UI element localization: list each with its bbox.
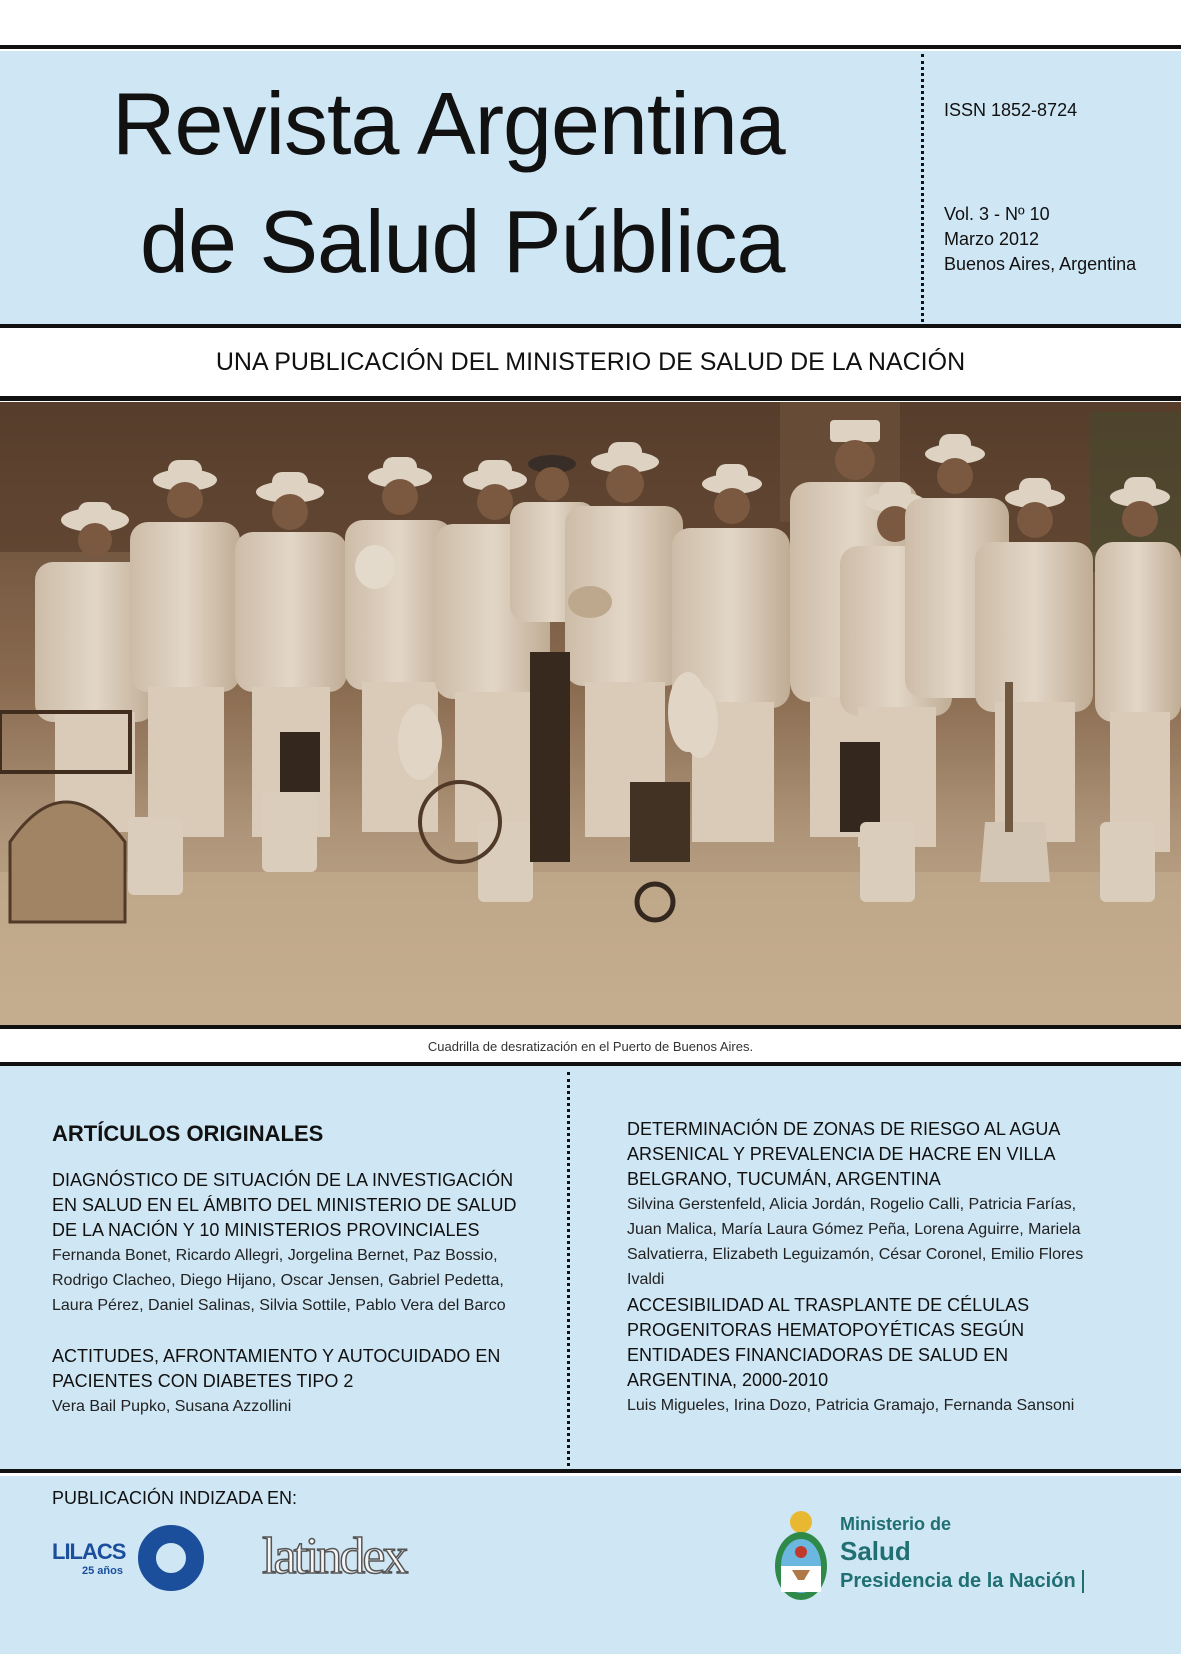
article-authors: Silvina Gerstenfeld, Alicia Jordán, Rogelio Calli, Patricia Farías, Juan Malica, María Laura Gómez Peña, Lorena Aguirre, Mariela Salvatierra, Elizabeth Leguizamón, César Coronel, Emilio Flores Ivaldi [627, 1196, 1084, 1288]
article-title[interactable]: DIAGNÓSTICO DE SITUACIÓN DE LA INVESTIGACIÓN EN SALUD EN EL ÁMBITO DEL MINISTERIO DE SALUD DE LA NACIÓN Y 10 MINISTERIOS PROVINCIALES [52, 1170, 517, 1240]
header-dotted-divider [921, 54, 924, 322]
photo-caption: Cuadrilla de desratización en el Puerto de Buenos Aires. [427, 1039, 754, 1054]
national-coat-of-arms-icon [770, 1506, 832, 1606]
lilacs-logo[interactable] [52, 1517, 212, 1597]
lilacs-years: 25 años [82, 1565, 123, 1577]
volume-number: Vol. 3 - Nº 10 [944, 204, 1050, 224]
section-heading: ARTÍCULOS ORIGINALES [52, 1121, 324, 1146]
article-left-1[interactable] [52, 1168, 537, 1318]
article-title[interactable]: ACCESIBILIDAD AL TRASPLANTE DE CÉLULAS PROGENITORAS HEMATOPOYÉTICAS SEGÚN ENTIDADES FINANCIADORAS DE SALUD EN ARGENTINA, 2000-2010 [627, 1295, 1030, 1390]
latindex-logo[interactable] [262, 1527, 452, 1587]
indexed-label: PUBLICACIÓN INDIZADA EN: [52, 1488, 298, 1508]
journal-title-line-2: de Salud Pública [140, 192, 785, 291]
top-rule [0, 45, 1181, 49]
ministry-logo[interactable] [770, 1506, 1090, 1610]
issn: ISSN 1852-8724 [944, 100, 1078, 120]
cover-photo [0, 402, 1181, 1025]
photo-bottom-rule [0, 1025, 1181, 1029]
issue-date: Marzo 2012 [944, 229, 1040, 249]
article-right-2[interactable] [627, 1293, 1097, 1418]
lilacs-wordmark: LILACS [52, 1539, 126, 1564]
photo-top-rule [0, 396, 1181, 401]
article-authors: Fernanda Bonet, Ricardo Allegri, Jorgelina Bernet, Paz Bossio, Rodrigo Clacheo, Diego Hijano, Oscar Jensen, Gabriel Pedetta, Laura Pérez, Daniel Salinas, Silvia Sottile, Pablo Vera del Barco [52, 1247, 506, 1314]
article-title[interactable]: ACTITUDES, AFRONTAMIENTO Y AUTOCUIDADO EN PACIENTES CON DIABETES TIPO 2 [52, 1346, 501, 1391]
rat-extermination-crew-photo [0, 402, 1181, 1025]
article-right-1[interactable] [627, 1117, 1107, 1292]
articles-dotted-divider [567, 1072, 570, 1466]
ministry-line-2: Salud [840, 1536, 911, 1566]
ministry-line-3: Presidencia de la Nación [840, 1570, 1084, 1593]
publisher-subtitle: UNA PUBLICACIÓN DEL MINISTERIO DE SALUD DE LA NACIÓN [215, 348, 966, 376]
ministry-line-1: Ministerio de [840, 1514, 952, 1534]
article-authors: Vera Bail Pupko, Susana Azzollini [52, 1398, 292, 1415]
header-bottom-rule [0, 324, 1181, 328]
article-authors: Luis Migueles, Irina Dozo, Patricia Gramajo, Fernanda Sansoni [627, 1397, 1075, 1414]
journal-title-line-1: Revista Argentina [112, 74, 785, 173]
article-left-2[interactable] [52, 1344, 537, 1419]
article-title[interactable]: DETERMINACIÓN DE ZONAS DE RIESGO AL AGUA ARSENICAL Y PREVALENCIA DE HACRE EN VILLA BELGRANO, TUCUMÁN, ARGENTINA [627, 1119, 1060, 1189]
latindex-wordmark: latindex [262, 1528, 406, 1585]
footer-top-rule [0, 1469, 1181, 1473]
lilacs-ring-icon [135, 1522, 207, 1594]
publication-place: Buenos Aires, Argentina [944, 254, 1137, 274]
